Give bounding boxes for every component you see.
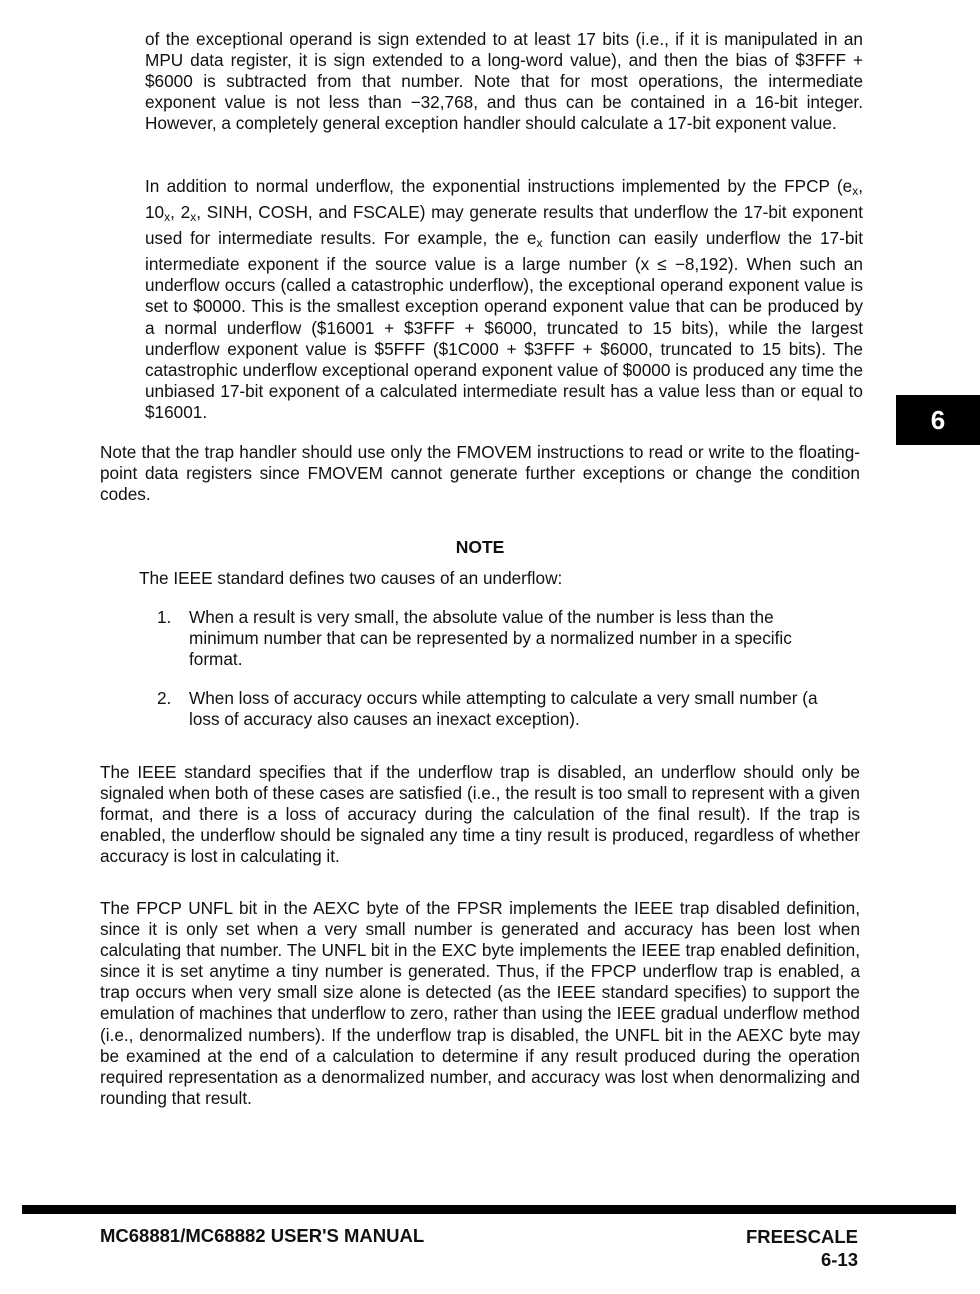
list-number: 2.: [157, 688, 172, 708]
paragraph-ieee-standard: The IEEE standard specifies that if the underflow trap is disabled, an underflow should only be signaled when both of these cases are satisfied (i.e., the result is too small to represent with a given format, and there is a loss of accuracy during the calculation of the final result). If the trap is enabled, the underflow should be signaled any time a tiny result is produced, regardless of whether accuracy is lost in calculating it.: [100, 762, 860, 867]
note-intro: The IEEE standard defines two causes of an underflow:: [139, 568, 563, 588]
list-number: 1.: [157, 607, 172, 627]
paragraph-catastrophic-underflow: In addition to normal underflow, the exponential instructions implemented by the FPCP ($e_x$, $10_x$, $2_x$, SINH, COSH, and FSCALE) may generate results that underflow the 17-bit exponent used for intermediate results. For example, the $e_x$ function can easily underflow the 17-bit intermediate exponent if the source value is a large number (x ≤ −8,192). When such an underflow occurs (called a catastrophic underflow), the exceptional operand exponent value is set to $0000. This is the smallest exception operand exponent value that can be produced by a normal underflow ($16001 + $3FFF + $6000, truncated to 15 bits), while the largest underflow exponent value is $5FFF ($1C000 + $3FFF + $6000, truncated to 15 bits). The catastrophic underflow exceptional operand exponent value of $0000 is produced any time the unbiased 17-bit exponent of a calculated intermediate result has a value less than or equal to $16001.: [145, 176, 864, 422]
footer-rule: [22, 1205, 956, 1214]
footer-manual-title: MC68881/MC68882 USER'S MANUAL: [100, 1225, 425, 1246]
paragraph-exponent-bias: of the exceptional operand is sign extended to at least 17 bits (i.e., if it is manipulated in an MPU data register, it is sign extended to a long-word value), and then the bias of $3FFF + $6000 is subtracted from that number. Note that for most operations, the intermediate exponent value is not less than −32,768, and thus can be contained in a 16-bit integer. However, a completely general exception handler should calculate a 17-bit exponent value.: [145, 29, 863, 134]
list-text: When loss of accuracy occurs while attempting to calculate a very small number (a loss of accuracy also causes an inexact exception).: [189, 688, 818, 730]
list-text: When a result is very small, the absolute value of the number is less than the minimum number that can be represented by a normalized number in a specific format.: [189, 607, 792, 670]
footer-publisher: FREESCALE: [745, 1226, 858, 1247]
note-list-item: [0, 607, 980, 677]
note-title: NOTE: [455, 537, 505, 557]
note-list-item: [0, 688, 980, 738]
paragraph-trap-handler: Note that the trap handler should use only the FMOVEM instructions to read or write to the floating-point data registers since FMOVEM cannot generate further exceptions or change the condition codes.: [100, 442, 860, 505]
paragraph-unfl-bit: The FPCP UNFL bit in the AEXC byte of the FPSR implements the IEEE trap disabled definition, since it is only set when a very small number is generated and accuracy has been lost when calculating that number. The UNFL bit in the EXC byte implements the IEEE trap enabled definition, since it is set anytime a tiny number is generated. Thus, if the FPCP underflow trap is enabled, a trap occurs when very small size alone is detected (as the IEEE standard specifies) to support the emulation of machines that underflow to zero, rather than using the IEEE gradual underflow method (i.e., denormalized numbers). If the underflow trap is disabled, the UNFL bit in the AEXC byte may be examined at the end of a calculation to determine if any result produced during the operation required representation as a denormalized number, and accuracy was lost when denormalizing and rounding that result.: [100, 898, 860, 1108]
section-tab-marker: 6: [896, 395, 980, 445]
page-number: 6-13: [820, 1249, 858, 1270]
footer-publisher-block: [746, 1225, 858, 1271]
